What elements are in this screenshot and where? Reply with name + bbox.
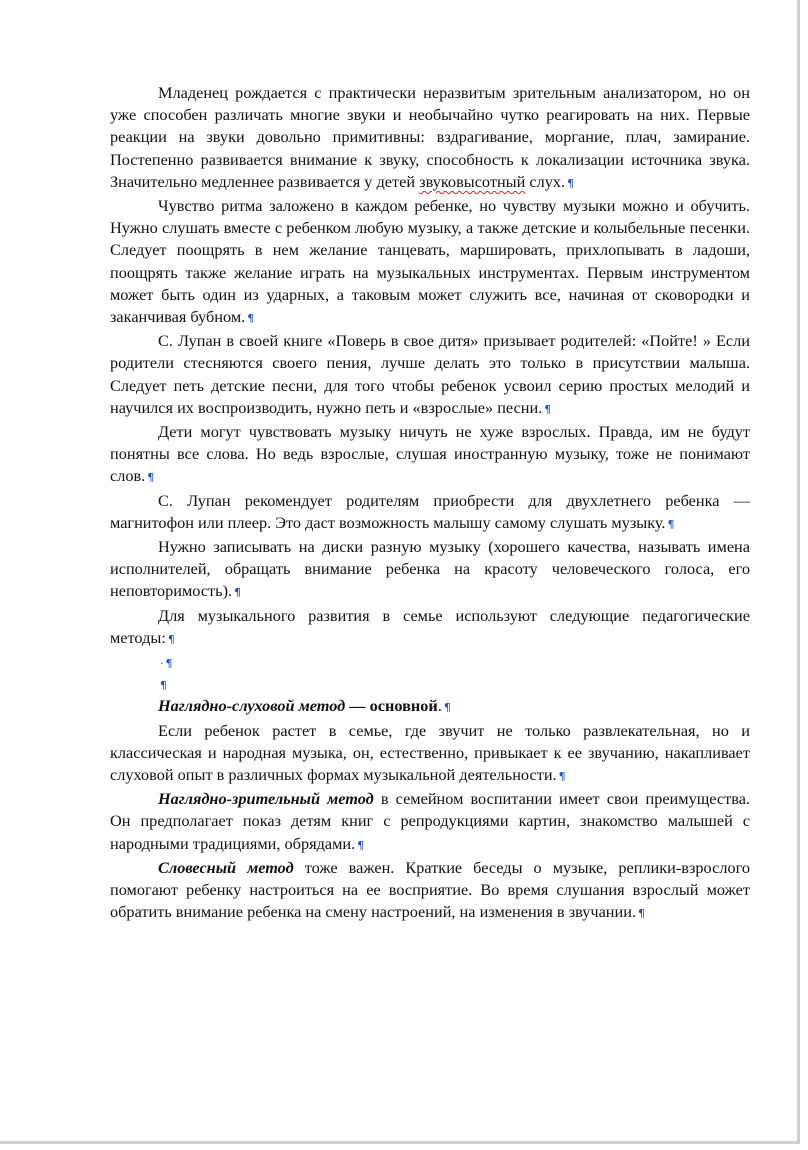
spell-error-word[interactable]: звуковысотный (419, 171, 526, 191)
pilcrow-mark: ¶ (567, 176, 575, 190)
document-body[interactable] (110, 82, 750, 925)
paragraph-1: Младенец рождается с практически неразвитым зрительным анализатором, но он уже способен различать многие звуки и необычайно чутко реагировать на них. Первые реакции на звуки довольно примитивны: вздрагивание, моргание, плач, замирание. Постепенно развивается внимание к звуку, способность к локализации источника звука. Значительно медленнее развивается у детей звуковысотный слух. ¶ (110, 83, 750, 191)
pilcrow-mark: ¶ (234, 586, 242, 600)
paragraph-3: С. Лупан в своей книге «Поверь в свое дитя» призывает родителей: «Пойте! » Если родители стесняются своего пения, лучше делать это только в присутствии малыша. Следует петь детские песни, для того чтобы ребенок усвоил серию простых мелодий и научился их воспроизводить, нужно петь и «взрослые» песни. ¶ (110, 331, 750, 417)
empty-paragraph-2 (110, 673, 750, 695)
paragraph-6: Нужно записывать на диски разную музыку (хорошего качества, называть имена исполнителей, обращать внимание ребенка на красоту человеческого голоса, его неповторимость). ¶ (110, 537, 750, 601)
pilcrow-mark: ¶ (247, 312, 255, 326)
pilcrow-mark: ¶ (160, 679, 167, 693)
paragraph-5: С. Лупан рекомендует родителям приобрести для двухлетнего ребенка — магнитофон или плеер. Это даст возможность малышу самому слушать музыку. ¶ (110, 490, 750, 532)
method-name: Наглядно-зрительный метод (158, 789, 374, 809)
paragraph-4: Дети могут чувствовать музыку ничуть не хуже взрослых. Правда, им не будут понятны все слова. Но ведь взрослые, слушая иностранную музыку, тоже не понимают слов. ¶ (110, 422, 750, 486)
paragraph-8: Если ребенок растет в семье, где звучит не только развлекательная, но и классическая и народная музыка, он, естественно, привыкает к ее звучанию, накапливает слуховой опыт в различных формах музыкальной деятельности. ¶ (110, 720, 750, 785)
pilcrow-mark: ¶ (638, 907, 646, 921)
paragraph-2: Чувство ритма заложено в каждом ребенке, но чувству музыки можно и обучить. Нужно слушать вместе с ребенком любую музыку, а также детские и колыбельные песенки. Следует поощрять в нем желание танцевать, маршировать, прихлопывать в ладоши, поощрять также желание играть на музыкальных инструментах. Первым инструментом может быть один из ударных, а таковым может служить все, начиная от сковородки и заканчивая бубном. ¶ (110, 196, 750, 327)
pilcrow-mark: ¶ (147, 471, 155, 485)
pilcrow-mark: ¶ (544, 402, 552, 416)
pilcrow-mark: ¶ (443, 701, 451, 715)
pilcrow-mark: ¶ (165, 657, 173, 671)
paragraph-visual-method: Наглядно-зрительный метод в семейном воспитании имеет свои преимущества. Он предполагает показ детям книг с репродукциями картин, знакомство малышей с народными традициями, обрядами. ¶ (110, 789, 750, 853)
pilcrow-mark: ¶ (167, 632, 175, 646)
pilcrow-mark: ¶ (667, 517, 675, 531)
method-heading-auditory: Наглядно-слуховой метод — основной. ¶ (158, 696, 451, 716)
paragraph-7: Для музыкального развития в семье используют следующие педагогические методы: ¶ (110, 605, 750, 647)
space-mark: · (160, 657, 164, 671)
paragraph-verbal-method: Словесный метод тоже важен. Краткие беседы о музыке, реплики-взрослого помогают ребенку настроиться на ее восприятие. Во время слушания взрослый может обратить внимание ребенка на смену настроений, на изменения в звучании. ¶ (110, 857, 750, 922)
method-name: Наглядно-слуховой метод (158, 696, 346, 716)
empty-paragraph-1 (110, 651, 750, 673)
method-name: Словесный метод (158, 857, 294, 877)
pilcrow-mark: ¶ (558, 770, 566, 784)
pilcrow-mark: ¶ (357, 838, 365, 852)
